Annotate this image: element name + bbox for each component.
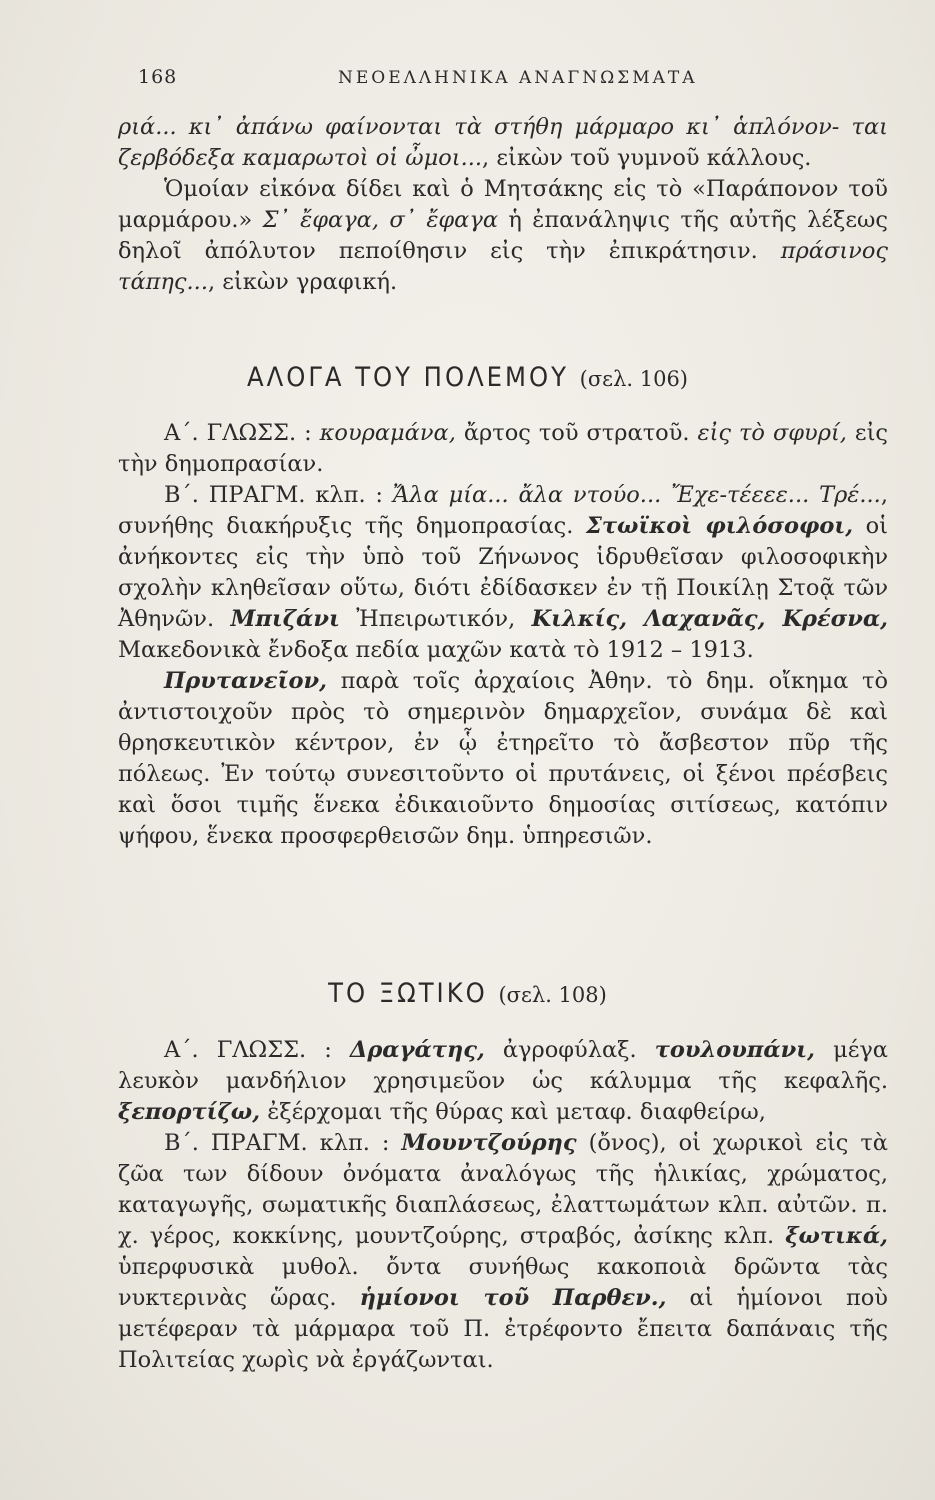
term: ἡμίονοι τοῦ Παρθεν., <box>359 1285 667 1311</box>
definition: ἐξέρχομαι τῆς θύρας καὶ μεταφ. διαφθείρω, <box>260 1099 766 1125</box>
running-title: ΝΕΟΕΛΛΗΝΙΚΑ ΑΝΑΓΝΩΣΜΑΤΑ <box>338 68 698 88</box>
intro-text-4: , εἰκὼν γραφική. <box>207 269 398 295</box>
definition: (ὄνος), οἱ χωρικοὶ εἰς τὰ ζῶα των δίδουν ὀνόματα ἀναλόγως τῆς ἡλικίας, χρώματος, καταγωγῆς, σωματικῆς διαπλάσεως, ἐλαττωμάτων κλπ. αὐτῶν. π. χ. γέρος, κοκκίνης, μουντζούρης, στραβός, ἀσίκης κλπ. <box>118 1130 888 1249</box>
section-page-ref-1: (σελ. 106) <box>579 367 688 391</box>
term: Δραγάτης, <box>349 1037 485 1063</box>
definition: παρὰ τοῖς ἀρχαίοις Ἀθην. τὸ δημ. οἴκημα τὸ ἀντιστοιχοῦν πρὸς τὸ σημερινὸν δημαρχεῖον, συνάμα δὲ καὶ θρησκευτικὸν κέντρον, ἐν ᾧ ἐτηρεῖτο τὸ ἄσβεστον πῦρ τῆς πόλεως. Ἐν τούτῳ συνεσιτοῦντο οἱ πρυτάνεις, οἱ ξένοι πρέσβεις καὶ ὅσοι τιμῆς ἕνεκα ἐδικαιοῦντο δημοσίας σιτίσεως, κατόπιν ψήφου, ἕνεκα προσφερθεισῶν δημ. ὑπηρεσιῶν. <box>118 668 888 849</box>
intro-italic-4: πράσινος τάπης... <box>118 238 888 295</box>
term: Πρυτανεῖον, <box>164 668 327 694</box>
term: Ἄλα μία... ἄλα ντούο... Ἔχε-τέεεε... Τρέ... <box>392 482 881 508</box>
intro-paragraph-1 <box>118 112 888 174</box>
section1-text <box>118 418 888 852</box>
entry-label: Β΄. ΠΡΑΓΜ. κλπ. : <box>164 1130 402 1156</box>
definition: οἱ ἀνήκοντες εἰς τὴν ὑπὸ τοῦ Ζήνωνος ἱδρυθεῖσαν φιλοσοφικὴν σχολὴν κληθεῖσαν οὕτω, διότι ἐδίδασκεν ἐν τῇ Ποικίλῃ Στοᾷ τῶν Ἀθηνῶν. <box>118 513 888 632</box>
intro-paragraph-2 <box>118 174 888 298</box>
entry-label: Α΄. ΓΛΩΣΣ. : <box>164 420 320 446</box>
section-title-1: ΑΛΟΓΑ ΤΟΥ ΠΟΛΕΜΟΥ <box>247 362 569 393</box>
definition: Ἠπειρωτικόν, <box>339 606 532 632</box>
intro-text-2: Ὁμοίαν εἰκόνα δίδει καὶ ὁ Μητσάκης εἰς τὸ «Παράπονον τοῦ μαρμάρου.» <box>118 176 888 233</box>
section1-entry-a <box>118 418 888 480</box>
section1-entry-b <box>118 480 888 666</box>
term: κουραμάνα, <box>319 420 456 446</box>
term: Μουντζούρης <box>401 1130 577 1156</box>
term: εἰς τὸ σφυρί, <box>697 420 847 446</box>
term: Μπιζάνι <box>230 606 340 632</box>
term: ξωτικά, <box>785 1223 888 1249</box>
section-heading-1 <box>0 362 935 393</box>
section2-entry-a <box>118 1035 888 1128</box>
definition: εἰς τὴν δημοπρασίαν. <box>118 420 889 477</box>
section-page-ref-2: (σελ. 108) <box>498 983 607 1007</box>
intro-text-1: , εἰκὼν τοῦ γυμνοῦ κάλλους. <box>482 145 812 171</box>
intro-text-3: ἡ ἐπανάληψις τῆς αὐτῆς λέξεως δηλοῖ ἀπόλυτον πεποίθησιν εἰς τὴν ἐπικράτησιν. <box>118 207 889 264</box>
entry-label: Α΄. ΓΛΩΣΣ. : <box>164 1037 350 1063</box>
section-title-2: ΤΟ ΞΩΤΙΚΟ <box>328 978 488 1009</box>
entry-label: Β΄. ΠΡΑΓΜ. κλπ. : <box>164 482 393 508</box>
definition: μέγα λευκὸν μανδήλιον χρησιμεῦον ὡς κάλυμμα τῆς κεφαλῆς. <box>118 1037 888 1094</box>
section1-entry-c <box>118 666 888 852</box>
page-number: 168 <box>138 66 178 88</box>
definition: αἱ ἡμίονοι ποὺ μετέφεραν τὰ μάρμαρα τοῦ Π. ἐτρέφοντο ἔπειτα δαπάναις τῆς Πολιτείας χωρὶς νὰ ἐργάζωνται. <box>118 1285 888 1373</box>
section-heading-2 <box>0 978 935 1009</box>
term: Στωϊκοὶ φιλόσοφοι, <box>585 513 854 539</box>
definition: , συνήθης διακήρυξις τῆς δημοπρασίας. <box>118 482 888 539</box>
intro-italic-3: Σ᾽ ἔφαγα, σ᾽ ἔφαγα <box>262 207 499 233</box>
intro-text <box>118 112 888 298</box>
intro-italic-1: ριά... κι᾽ ἀπάνω φαίνονται τὰ στήθη μάρμαρο κι᾽ ἁπλόνον- <box>118 114 840 140</box>
section2-text <box>118 1035 888 1376</box>
term: ξεπορτίζω, <box>118 1099 261 1125</box>
definition: Μακεδονικὰ ἔνδοξα πεδία μαχῶν κατὰ τὸ 1912 – 1913. <box>118 637 754 663</box>
definition: ἀγροφύλαξ. <box>484 1037 655 1063</box>
intro-italic-2: ται ζερβόδεξα καμαρωτοὶ οἱ ὦμοι... <box>118 114 888 171</box>
definition: ὑπερφυσικὰ μυθολ. ὄντα συνήθως κακοποιὰ δρῶντα τὰς νυκτερινὰς ὥρας. <box>118 1254 888 1311</box>
term: Κιλκίς, Λαχανᾶς, Κρέσνα, <box>531 606 888 632</box>
term: τουλουπάνι, <box>654 1037 816 1063</box>
definition: ἄρτος τοῦ στρατοῦ. <box>455 420 698 446</box>
section2-entry-b <box>118 1128 888 1376</box>
